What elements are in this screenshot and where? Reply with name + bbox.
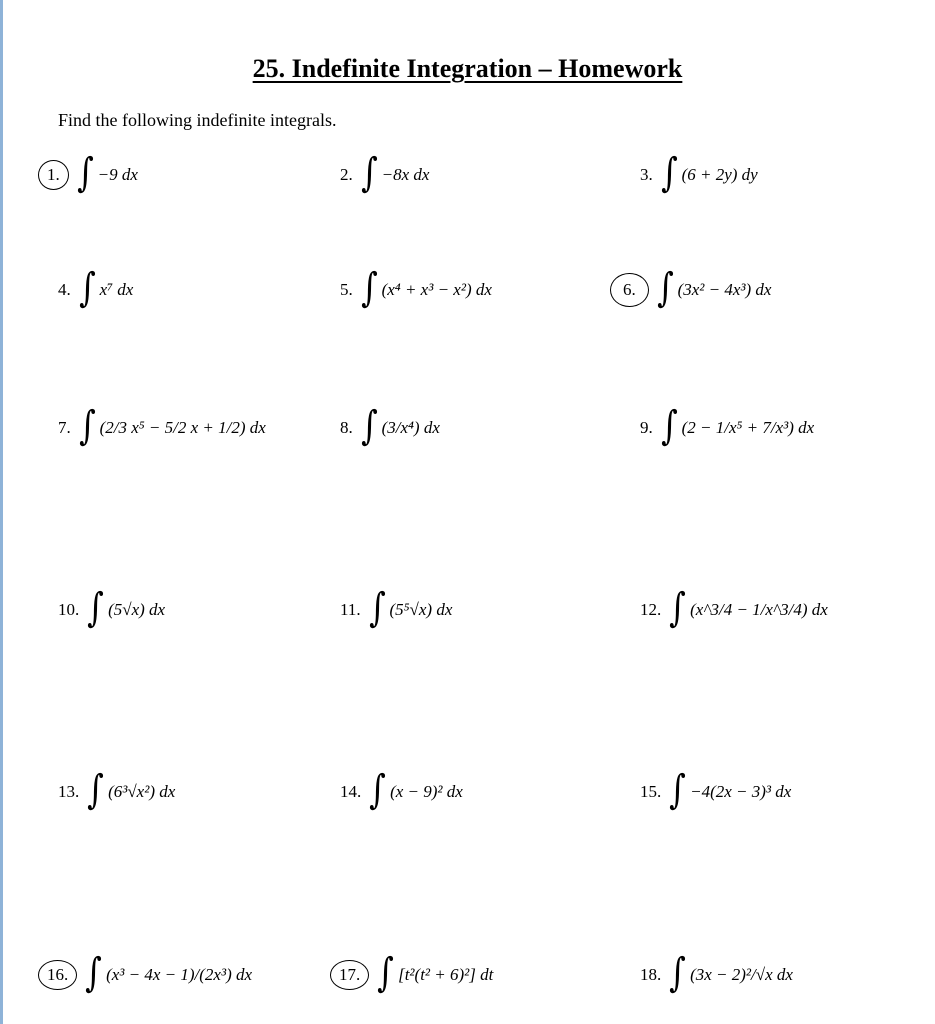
problem-expression: −8x dx — [381, 165, 430, 184]
integral-icon: ∫ — [369, 767, 387, 813]
integral-icon: ∫ — [76, 150, 94, 196]
integral-icon: ∫ — [669, 585, 687, 631]
integral-icon: ∫ — [78, 403, 96, 449]
integral-icon: ∫ — [360, 265, 378, 311]
problem-number: 18. — [640, 965, 662, 984]
integral-icon: ∫ — [669, 767, 687, 813]
problem-expression: (x − 9)² dx — [390, 782, 463, 801]
problem-8 — [340, 403, 440, 449]
problem-number: 6. — [610, 273, 649, 307]
problem-expression: (2 − 1/x⁵ + 7/x³) dx — [681, 418, 815, 437]
integral-icon: ∫ — [85, 950, 103, 996]
problem-expression: (3/x⁴) dx — [381, 418, 440, 437]
integral-icon: ∫ — [87, 585, 105, 631]
problem-number: 13. — [58, 782, 80, 801]
integral-icon: ∫ — [87, 767, 105, 813]
problem-number: 15. — [640, 782, 662, 801]
problem-5 — [340, 265, 492, 311]
problem-number: 14. — [340, 782, 362, 801]
problem-17 — [336, 950, 494, 996]
integral-icon: ∫ — [360, 403, 378, 449]
page-title: 25. Indefinite Integration – Homework — [252, 54, 683, 83]
problem-number: 2. — [340, 165, 353, 184]
instructions: Find the following indefinite integrals. — [58, 110, 337, 130]
problem-expression: (6³√x²) dx — [108, 782, 176, 801]
integral-icon: ∫ — [660, 150, 678, 196]
problem-number: 5. — [340, 280, 353, 299]
problem-number: 1. — [38, 160, 69, 190]
problem-expression: (3x − 2)²/√x dx — [690, 965, 793, 984]
problem-expression: −4(2x − 3)³ dx — [690, 782, 792, 801]
integral-icon: ∫ — [360, 150, 378, 196]
problem-18 — [640, 950, 793, 996]
problem-16 — [44, 950, 253, 996]
integral-icon: ∫ — [656, 265, 674, 311]
problem-expression: (x⁴ + x³ − x²) dx — [381, 280, 492, 299]
problem-number: 8. — [340, 418, 353, 437]
problem-number: 16. — [38, 960, 77, 990]
problem-13 — [58, 767, 176, 813]
problem-number: 3. — [640, 165, 653, 184]
problem-expression: (5√x) dx — [108, 600, 166, 619]
problem-expression: (x³ − 4x − 1)/(2x³) dx — [106, 965, 253, 984]
problem-expression: (x^3/4 − 1/x^3/4) dx — [690, 600, 828, 619]
problem-4 — [58, 265, 134, 311]
problem-1 — [44, 150, 138, 196]
problem-number: 10. — [58, 600, 80, 619]
problem-7 — [58, 403, 266, 449]
problem-number: 4. — [58, 280, 71, 299]
problem-expression: [t²(t² + 6)²] dt — [398, 965, 494, 984]
problem-number: 9. — [640, 418, 653, 437]
problem-6 — [616, 265, 772, 311]
problem-12 — [640, 585, 828, 631]
problem-15 — [640, 767, 792, 813]
integral-icon: ∫ — [660, 403, 678, 449]
integral-icon: ∫ — [368, 585, 386, 631]
problem-expression: −9 dx — [97, 165, 138, 184]
page-left-border — [0, 0, 3, 1024]
problem-expression: (3x² − 4x³) dx — [677, 280, 772, 299]
problem-10 — [58, 585, 166, 631]
problem-number: 12. — [640, 600, 662, 619]
problem-expression: (6 + 2y) dy — [681, 165, 758, 184]
problem-expression: x⁷ dx — [99, 280, 134, 299]
integral-icon: ∫ — [669, 950, 687, 996]
integral-icon: ∫ — [377, 950, 395, 996]
problem-3 — [640, 150, 758, 196]
problem-11 — [340, 585, 453, 631]
integral-icon: ∫ — [78, 265, 96, 311]
problem-14 — [340, 767, 463, 813]
problem-9 — [640, 403, 815, 449]
problem-number: 17. — [330, 960, 369, 990]
problem-expression: (2/3 x⁵ − 5/2 x + 1/2) dx — [99, 418, 266, 437]
problem-2 — [340, 150, 430, 196]
problem-number: 7. — [58, 418, 71, 437]
problem-expression: (5⁵√x) dx — [389, 600, 453, 619]
problem-number: 11. — [340, 600, 361, 619]
